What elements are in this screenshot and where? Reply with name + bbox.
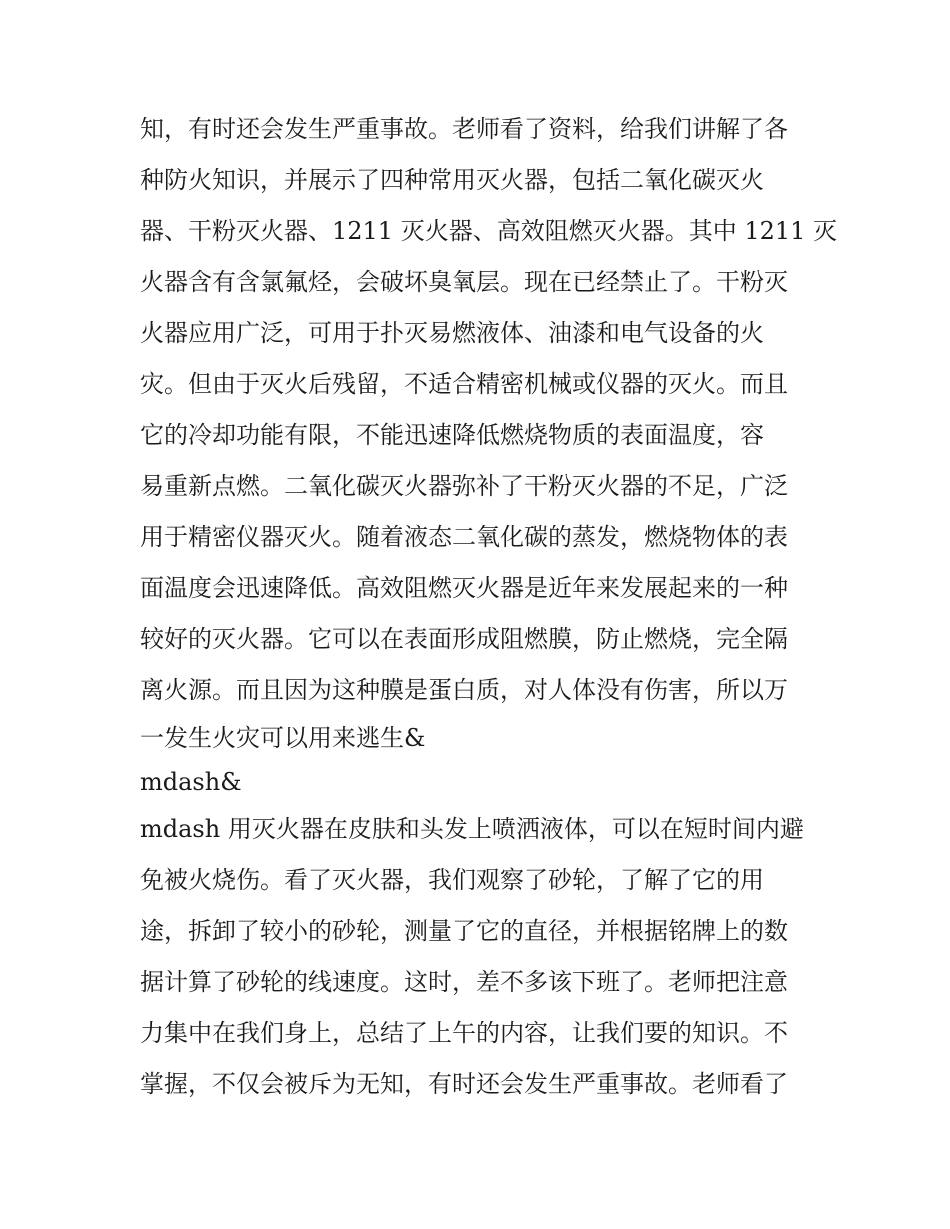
text-line: 种防火知识，并展示了四种常用灭火器，包括二氧化碳灭火 [140, 166, 764, 194]
text-line: 用于精密仪器灭火。随着液态二氧化碳的蒸发，燃烧物体的表 [140, 523, 788, 551]
text-line: 面温度会迅速降低。高效阻燃灭火器是近年来发展起来的一种 [140, 574, 788, 602]
text-line: 器、干粉灭火器、1211 灭火器、高效阻燃灭火器。其中 1211 灭 [140, 217, 838, 245]
text-line: 力集中在我们身上，总结了上午的内容，让我们要的知识。不 [140, 1019, 788, 1047]
text-line: mdash& [140, 768, 242, 796]
text-line: 一发生火灾可以用来逃生& [140, 724, 426, 752]
text-line: 它的冷却功能有限，不能迅速降低燃烧物质的表面温度，容 [140, 421, 764, 449]
text-line: 免被火烧伤。看了灭火器，我们观察了砂轮，了解了它的用 [140, 866, 764, 894]
text-line: 易重新点燃。二氧化碳灭火器弥补了干粉灭火器的不足，广泛 [140, 472, 788, 500]
text-line: mdash 用灭火器在皮肤和头发上喷洒液体，可以在短时间内避 [140, 815, 804, 843]
text-line: 灾。但由于灭火后残留，不适合精密机械或仪器的灭火。而且 [140, 370, 788, 398]
body-text [140, 104, 838, 1110]
text-line: 据计算了砂轮的线速度。这时，差不多该下班了。老师把注意 [140, 968, 788, 996]
text-line: 掌握，不仅会被斥为无知，有时还会发生严重事故。老师看了 [140, 1070, 788, 1098]
text-line: 较好的灭火器。它可以在表面形成阻燃膜，防止燃烧，完全隔 [140, 625, 788, 653]
text-line: 离火源。而且因为这种膜是蛋白质，对人体没有伤害，所以万 [140, 676, 788, 704]
text-line: 火器应用广泛，可用于扑灭易燃液体、油漆和电气设备的火 [140, 319, 764, 347]
text-line: 火器含有含氯氟烃，会破坏臭氧层。现在已经禁止了。干粉灭 [140, 268, 788, 296]
text-line: 途，拆卸了较小的砂轮，测量了它的直径，并根据铭牌上的数 [140, 917, 788, 945]
text-line: 知，有时还会发生严重事故。老师看了资料，给我们讲解了各 [140, 115, 788, 143]
